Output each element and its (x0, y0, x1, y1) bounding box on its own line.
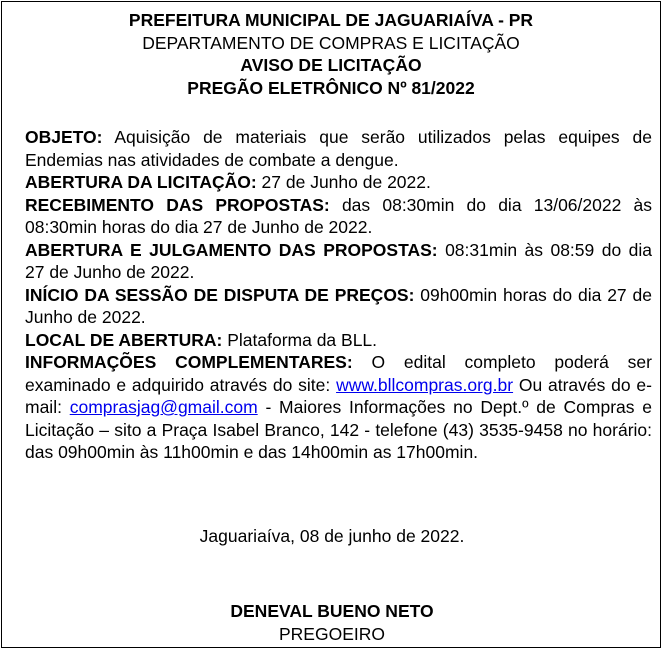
informacoes-paragraph (25, 351, 652, 464)
notice-title: AVISO DE LICITAÇÃO (240, 55, 422, 75)
signature-block (2, 600, 662, 645)
sessao-text: 09h00min horas do dia 27 de Junho de 2022. (25, 284, 652, 327)
abertura-paragraph (25, 171, 652, 194)
recebimento-paragraph (25, 194, 652, 239)
local-text: Plataforma da BLL. (222, 329, 378, 350)
objeto-label: OBJETO: (25, 127, 103, 147)
objeto-text: Aquisição de materiais que serão utilizados pelas equipes de Endemias nas atividades de combate a dengue. (25, 127, 652, 170)
department-title: DEPARTAMENTO DE COMPRAS E LICITAÇÃO (142, 32, 520, 53)
informacoes-text-1: O edital completo poderá ser examinado e adquirido através do site: (25, 352, 652, 395)
notice-header (2, 2, 660, 99)
notice-date: Jaguariaíva, 08 de junho de 2022. (199, 526, 465, 546)
informacoes-text-2: Ou através do e-mail: (25, 374, 652, 417)
abertura-label: ABERTURA DA LICITAÇÃO: (25, 172, 257, 192)
municipality-title: PREFEITURA MUNICIPAL DE JAGUARIAÍVA - PR (128, 10, 534, 30)
notice-body (25, 126, 652, 464)
informacoes-label: INFORMAÇÕES COMPLEMENTARES: (25, 352, 353, 372)
website-link[interactable]: www.bllcompras.org.br (336, 374, 514, 395)
sessao-paragraph (25, 284, 652, 329)
signatory-role: PREGOEIRO (279, 623, 385, 644)
julgamento-text: 08:31min às 08:59 do dia 27 de Junho de 2022. (25, 239, 652, 282)
email-link[interactable]: comprasjag@gmail.com (69, 397, 258, 417)
objeto-paragraph (25, 126, 652, 171)
informacoes-text-3: - Maiores Informações no Dept.º de Compras e Licitação – sito a Praça Isabel Branco, 142 - telefone (43) 3535-9458 no horário: das 09h00min às 11h00min e das 14h00min as 17h00min. (25, 397, 652, 462)
local-label: LOCAL DE ABERTURA: (25, 329, 223, 350)
recebimento-text: das 08:30min do dia 13/06/2022 às 08:30min horas do dia 27 de Junho de 2022. (25, 194, 653, 237)
julgamento-paragraph (25, 239, 652, 284)
licitation-notice (1, 1, 661, 648)
sessao-label: INÍCIO DA SESSÃO DE DISPUTA DE PREÇOS: (25, 284, 415, 305)
local-paragraph (25, 329, 652, 352)
signatory-name: DENEVAL BUENO NETO (230, 601, 434, 621)
abertura-text: 27 de Junho de 2022. (256, 172, 431, 192)
auction-number: PREGÃO ELETRÔNICO Nº 81/2022 (187, 77, 475, 98)
julgamento-label: ABERTURA E JULGAMENTO DAS PROPOSTAS: (25, 239, 438, 260)
recebimento-label: RECEBIMENTO DAS PROPOSTAS: (25, 194, 330, 215)
